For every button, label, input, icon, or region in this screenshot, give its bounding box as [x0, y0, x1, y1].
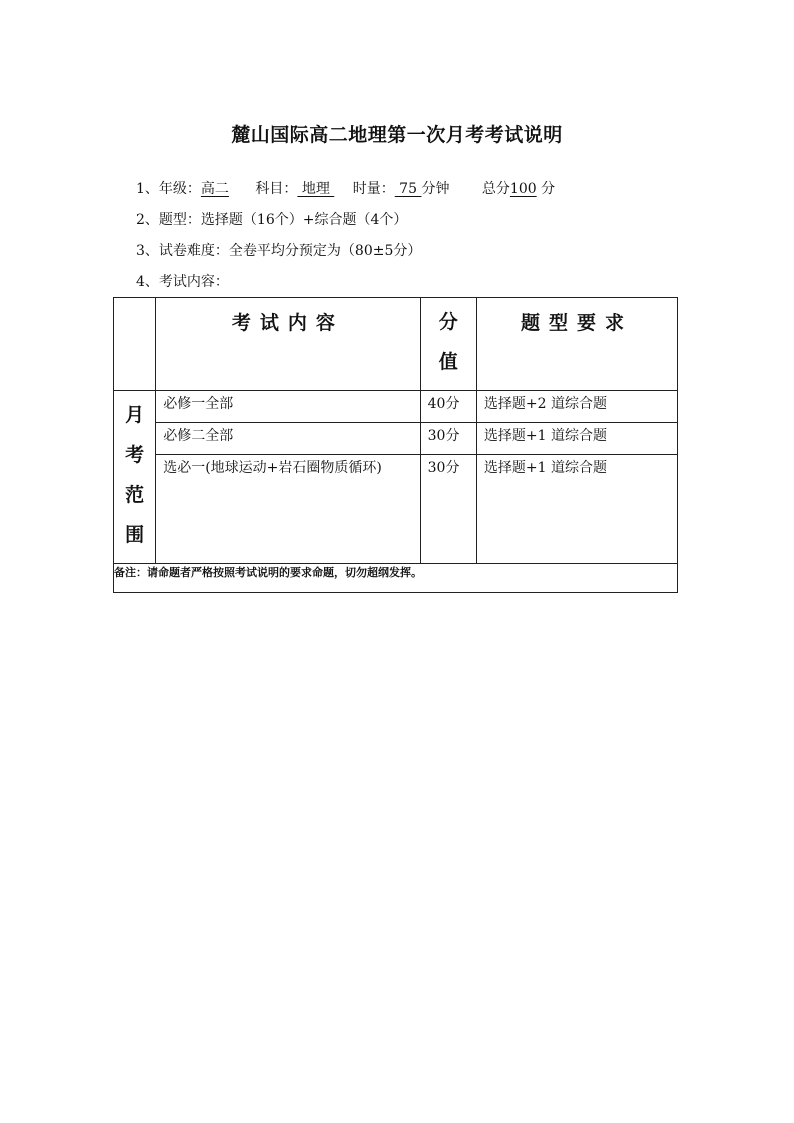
side-char: 考 — [125, 444, 145, 466]
info-line-grade-subject-time — [136, 178, 555, 198]
header-score-char-2: 值 — [438, 351, 458, 373]
subject-value: 地理 — [297, 181, 335, 197]
row-score: 40分 — [420, 391, 476, 423]
info-line-question-types: 2、题型：选择题（16个）+综合题（4个） — [136, 212, 408, 228]
row-type: 选择题+2 道综合题 — [476, 391, 677, 423]
header-score-char-1: 分 — [438, 311, 458, 333]
header-blank-cell — [114, 298, 156, 391]
side-label-monthly-exam-scope — [114, 391, 156, 564]
document-title: 麓山国际高二地理第一次月考考试说明 — [231, 124, 563, 146]
side-char: 范 — [125, 484, 145, 506]
grade-value: 高二 — [200, 181, 229, 197]
side-char: 围 — [125, 524, 145, 546]
time-value: 75 — [394, 181, 422, 197]
table-row — [114, 423, 678, 455]
row-score: 30分 — [420, 455, 476, 564]
row-type: 选择题+1 道综合题 — [476, 455, 677, 564]
info-line-difficulty: 3、试卷难度：全卷平均分预定为（80±5分） — [136, 243, 422, 259]
header-type: 题型要求 — [476, 298, 677, 391]
table-note: 备注：请命题者严格按照考试说明的要求命题，切勿超纲发挥。 — [114, 564, 678, 593]
table-row — [114, 455, 678, 564]
side-char: 月 — [125, 404, 145, 426]
table-row — [114, 391, 678, 423]
header-score — [420, 298, 476, 391]
time-unit: 分钟 — [421, 181, 450, 197]
total-unit: 分 — [536, 181, 556, 197]
grade-label: 1、年级： — [136, 181, 201, 197]
exam-content-table — [113, 297, 678, 593]
row-score: 30分 — [420, 423, 476, 455]
row-content: 必修二全部 — [156, 423, 420, 455]
info-line-content: 4、考试内容： — [136, 274, 229, 290]
subject-label: 科目： — [255, 181, 298, 197]
table-header-row — [114, 298, 678, 391]
row-type: 选择题+1 道综合题 — [476, 423, 677, 455]
row-content: 选必一(地球运动+岩石圈物质循环) — [156, 455, 420, 564]
table-note-row — [114, 564, 678, 593]
total-label: 总分 — [481, 181, 510, 197]
total-value: 100 — [509, 181, 537, 197]
row-content: 必修一全部 — [156, 391, 420, 423]
time-label: 时量： — [352, 181, 395, 197]
header-content: 考试内容 — [156, 298, 420, 391]
